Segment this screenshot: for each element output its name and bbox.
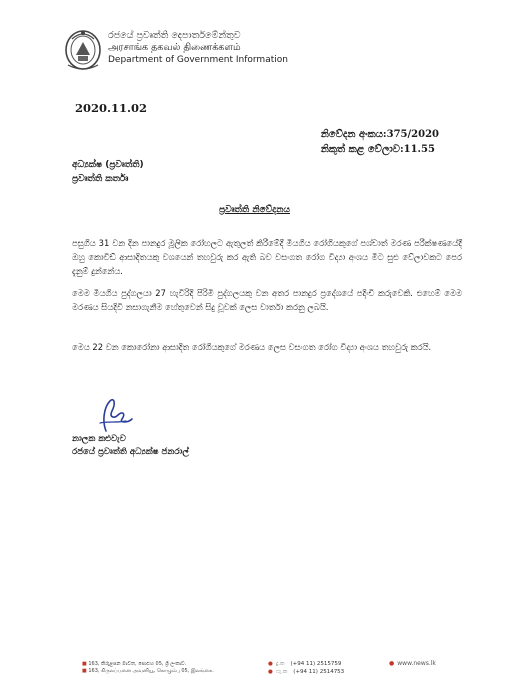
paragraph-2: මෙම මියගිය පුද්ගලයා 27 හැවිරිදි පිරිමි පුද්ගලයකු වන අතර පානදුර ප්‍රදේශයේ පදිංචි කරුවෙකි. එහෙම් මෙම මරණය සියදිවි නසාගැනීම හේතුවෙන් සිදු වූවක් ලෙස වාර්තා කරනු ලබයි. [72,288,462,312]
subject-heading: ප්‍රවෘත්ති නිවේදනය [219,205,290,215]
website-link: www.news.lk [397,660,436,667]
recipient-line-2: ප්‍රවෘත්ති කර්තෘ [72,174,129,184]
sri-lanka-emblem-icon [62,27,104,73]
fax-label: ෆැ.ක [275,669,288,675]
handwritten-signature [92,393,140,435]
letterhead-tamil: அரசாங்க தகவல் திணைக்களம் [108,42,241,53]
bullet-icon: ● [389,660,395,667]
footer-contact [268,660,344,676]
bullet-icon: ■ [82,661,87,667]
phone-label: දු.ක [275,661,285,667]
recipient-line-1: අධ්‍යක්ෂ (ප්‍රවෘත්ති) [72,160,144,170]
signatory-block [72,433,189,459]
paragraph-1: පසුගිය 31 වන දින පානදුර මූලික රෝහලට ඇතුලත් කිරීමේදී මියගිය රෝගියකුගේ පශ්චාත් මරණ පරීක්ෂණයේදී ඔහු කොවිඩ් ආසාදිතයකු වශයෙන් තහවුරු කර ඇති බව වසංගත රෝග විද්‍යා අංශය මීට සුළු වේලාවකට පෙර දැනුම් දුන්නේය. [72,238,462,276]
reference-block [321,127,439,157]
bullet-icon: ■ [82,668,87,674]
footer-address [82,661,214,675]
address-line-1: 163, කිරුළපන මාවත, පොළුහ 05, ශ්‍රී ලංකාව. [88,661,187,667]
signatory-title: රජයේ ප්‍රවෘත්ති අධ්‍යක්ෂ ජනරාල් [72,447,189,457]
bullet-icon: ● [268,661,273,667]
release-time: නිකුත් කළ වේලාව:11.55 [320,144,435,155]
footer-website [389,660,436,667]
letterhead-sinhala: රජයේ ප්‍රවෘත්ති දෙපාර්තමේන්තුව [108,30,241,41]
recipient-block [72,158,144,186]
document-date: 2020.11.02 [75,101,148,115]
release-number: නිවේදන අංකය:375/2020 [320,129,439,140]
phone-number: (+94 11) 2515759 [290,661,342,667]
address-line-2: 163, கிருலப்பனை அவனியூ, கொழும்பு 05, இலங்கை. [88,668,214,674]
paragraph-3: මෙය 22 වන කොරෝනා ආසාදිත රෝගියකුගේ මරණය ලෙස වසංගත රෝග විද්‍යා අංශය තහවුරු කරයි. [72,342,432,352]
signatory-name: නාලක කළුවැව [72,434,126,444]
letterhead [108,30,288,66]
letterhead-english: Department of Government Information [108,55,288,65]
fax-number: (+94 11) 2514753 [293,669,345,675]
bullet-icon: ● [268,669,273,675]
